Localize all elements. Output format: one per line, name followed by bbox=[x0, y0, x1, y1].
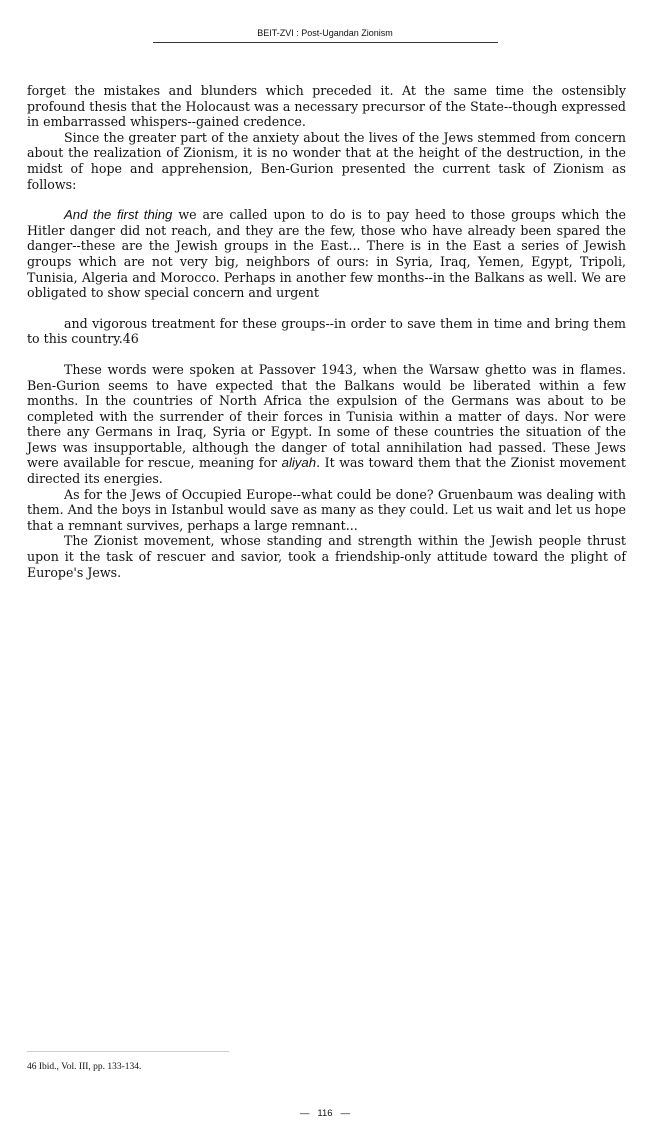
aliyah-term: aliyah bbox=[281, 455, 317, 471]
paragraph-text-end: . It was toward them that the Zionist movement directed its energies. bbox=[27, 455, 626, 487]
block-quote-part-2: and vigorous treatment for these groups--in order to save them in time and bring them to this country.46 bbox=[27, 315, 626, 347]
quote-emphasis: And the first thing bbox=[64, 207, 173, 223]
quote-text: we are called upon to do is to pay heed to those groups which the Hitler danger did not reach, and they are the few, those who have already been spared the danger--these are the Jewish groups in the East... There is in the East a series of Jewish groups which are not very big, neighbors of ours: in Syria, Iraq, Yemen, Egypt, Tripoli, Tunisia, Algeria and Morocco. Perhaps in another few months--in the Balkans as well. We are obligated to show special concern and urgent bbox=[27, 207, 626, 301]
paragraph-passover-1943 bbox=[27, 362, 626, 487]
folio-dash-right: — bbox=[340, 1108, 351, 1119]
page-number: 116 bbox=[317, 1108, 333, 1119]
folio-dash-left: — bbox=[299, 1108, 310, 1119]
block-quote-part-1 bbox=[27, 207, 626, 301]
page-number-footer bbox=[0, 1108, 650, 1120]
paragraph-text: These words were spoken at Passover 1943, when the Warsaw ghetto was in flames. Ben-Gurion seems to have expected that the Balkans would be liberated within a few months. In the countries of North Africa the expulsion of the Germans was about to be completed with the surrender of their forces in Tunisia within a matter of days. Nor were there any Germans in Iraq, Syria or Egypt. In some of these countries the situation of the Jews was insupportable, although the danger of total annihilation had passed. These Jews were available for rescue, meaning for bbox=[27, 361, 626, 471]
footnote-rule bbox=[27, 1051, 229, 1052]
header-rule bbox=[153, 42, 498, 43]
body-text bbox=[27, 83, 626, 580]
footnote-46: 46 Ibid., Vol. III, pp. 133-134. bbox=[27, 1062, 142, 1072]
running-header: BEIT-ZVI : Post-Ugandan Zionism bbox=[257, 28, 393, 38]
paragraph-ben-gurion-task: Since the greater part of the anxiety about the lives of the Jews stemmed from concern about the realization of Zionism, it is no wonder that at the height of the destruction, in the midst of hope and apprehension, Ben-Gurion presented the current task of Zionism as follows: bbox=[27, 129, 626, 192]
paragraph-zionist-movement: The Zionist movement, whose standing and strength within the Jewish people thrust upon it the task of rescuer and savior, took a friendship-only attitude toward the plight of Europe's Jews. bbox=[27, 533, 626, 580]
paragraph-occupied-europe: As for the Jews of Occupied Europe--what could be done? Gruenbaum was dealing with them. And the boys in Istanbul would save as many as they could. Let us wait and let us hope that a remnant survives, perhaps a large remnant... bbox=[27, 486, 626, 533]
paragraph-continuation: forget the mistakes and blunders which preceded it. At the same time the ostensibly profound thesis that the Holocaust was a necessary precursor of the State--though expressed in embarrassed whispers--gained credence. bbox=[27, 83, 626, 130]
